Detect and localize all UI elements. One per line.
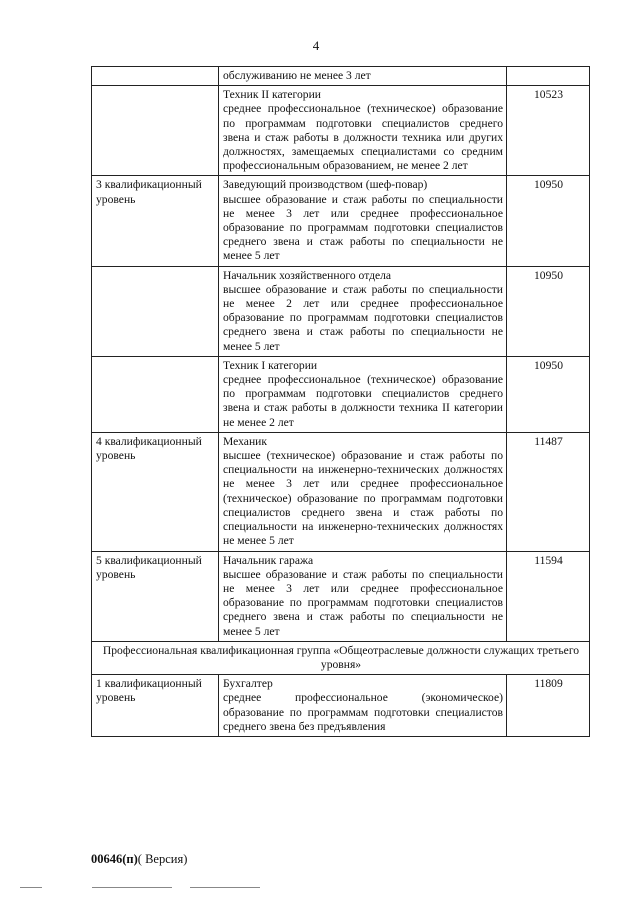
group-title: Профессиональная квалификационная группа «Общеотраслевые должности служащих третьего уровня» (92, 641, 590, 674)
salary-value: 11809 (507, 675, 590, 737)
position-requirement: высшее (техническое) образование и стаж работы по специальности на инженерно-технических должностях не менее 3 лет или среднее профессиональное (техническое) образование по программам подготовки специалистов среднего звена и стаж работы по специальности на инженерно-технических должностях не менее 5 лет (223, 449, 503, 548)
position-title: Заведующий производством (шеф-повар) (223, 178, 428, 192)
table-body (92, 67, 590, 737)
position-title: Начальник гаража (223, 553, 314, 567)
position-requirement: высшее образование и стаж работы по специальности не менее 3 лет или среднее профессиональное образование по программам подготовки специалистов среднего звена и стаж работы по специальности не менее 5 лет (223, 192, 503, 263)
position-requirement: высшее образование и стаж работы по специальности не менее 3 лет или среднее профессиональное образование по программам подготовки специалистов среднего звена и стаж работы по специальности не менее 5 лет (223, 567, 503, 638)
position-requirement: среднее профессиональное (экономическое) образование по программам подготовки специалистов среднего звена без предъявления (223, 691, 503, 733)
qualification-level (92, 266, 219, 356)
qualification-table (91, 66, 590, 737)
group-header-row (92, 641, 590, 674)
salary-value: 10950 (507, 356, 590, 432)
document-code: 00646(п) (91, 852, 138, 866)
table-row (92, 266, 590, 356)
qualification-level (92, 86, 219, 176)
position-requirement: высшее образование и стаж работы по специальности не менее 2 лет или среднее профессиональное образование по программам подготовки специалистов среднего звена и стаж работы по специальности не менее 5 лет (223, 282, 503, 353)
qualification-level: 3 квалификационный уровень (92, 176, 219, 266)
position-title: Начальник хозяйственного отдела (223, 268, 392, 282)
position-description (219, 67, 507, 86)
salary-value (507, 67, 590, 86)
position-description (219, 266, 507, 356)
document-version: ( Версия) (137, 852, 188, 866)
table-row (92, 432, 590, 551)
position-description (219, 551, 507, 641)
table-row (92, 67, 590, 86)
scan-artifact (190, 887, 260, 888)
scan-artifact (92, 887, 172, 888)
position-title: Техник II категории (223, 88, 321, 102)
position-description (219, 86, 507, 176)
qualification-level (92, 67, 219, 86)
table-row (92, 176, 590, 266)
salary-value: 11594 (507, 551, 590, 641)
document-footer (91, 852, 187, 867)
table-row (92, 86, 590, 176)
salary-value: 10950 (507, 176, 590, 266)
position-title: Механик (223, 434, 267, 448)
salary-value: 10523 (507, 86, 590, 176)
qualification-level (92, 356, 219, 432)
position-requirement: обслуживанию не менее 3 лет (223, 69, 371, 82)
position-description (219, 356, 507, 432)
position-description (219, 432, 507, 551)
table-row (92, 356, 590, 432)
qualification-level: 4 квалификационный уровень (92, 432, 219, 551)
position-description (219, 675, 507, 737)
scan-artifact (20, 887, 42, 888)
qualification-level: 5 квалификационный уровень (92, 551, 219, 641)
table-row (92, 675, 590, 737)
position-title: Техник I категории (223, 358, 318, 372)
position-requirement: среднее профессиональное (техническое) образование по программам подготовки специалистов среднего звена и стаж работы в должности техника II категории не менее 2 лет (223, 373, 503, 429)
salary-value: 11487 (507, 432, 590, 551)
salary-value: 10950 (507, 266, 590, 356)
page-number: 4 (312, 38, 320, 53)
position-title: Бухгалтер (223, 677, 273, 691)
position-description (219, 176, 507, 266)
position-requirement: среднее профессиональное (техническое) образование по программам подготовки специалистов среднего звена и стаж работы в должности техника или других должностях, замещаемых специалистами со средним профессиональным образованием, не менее 2 лет (223, 102, 503, 173)
table-row (92, 551, 590, 641)
qualification-level: 1 квалификационный уровень (92, 675, 219, 737)
